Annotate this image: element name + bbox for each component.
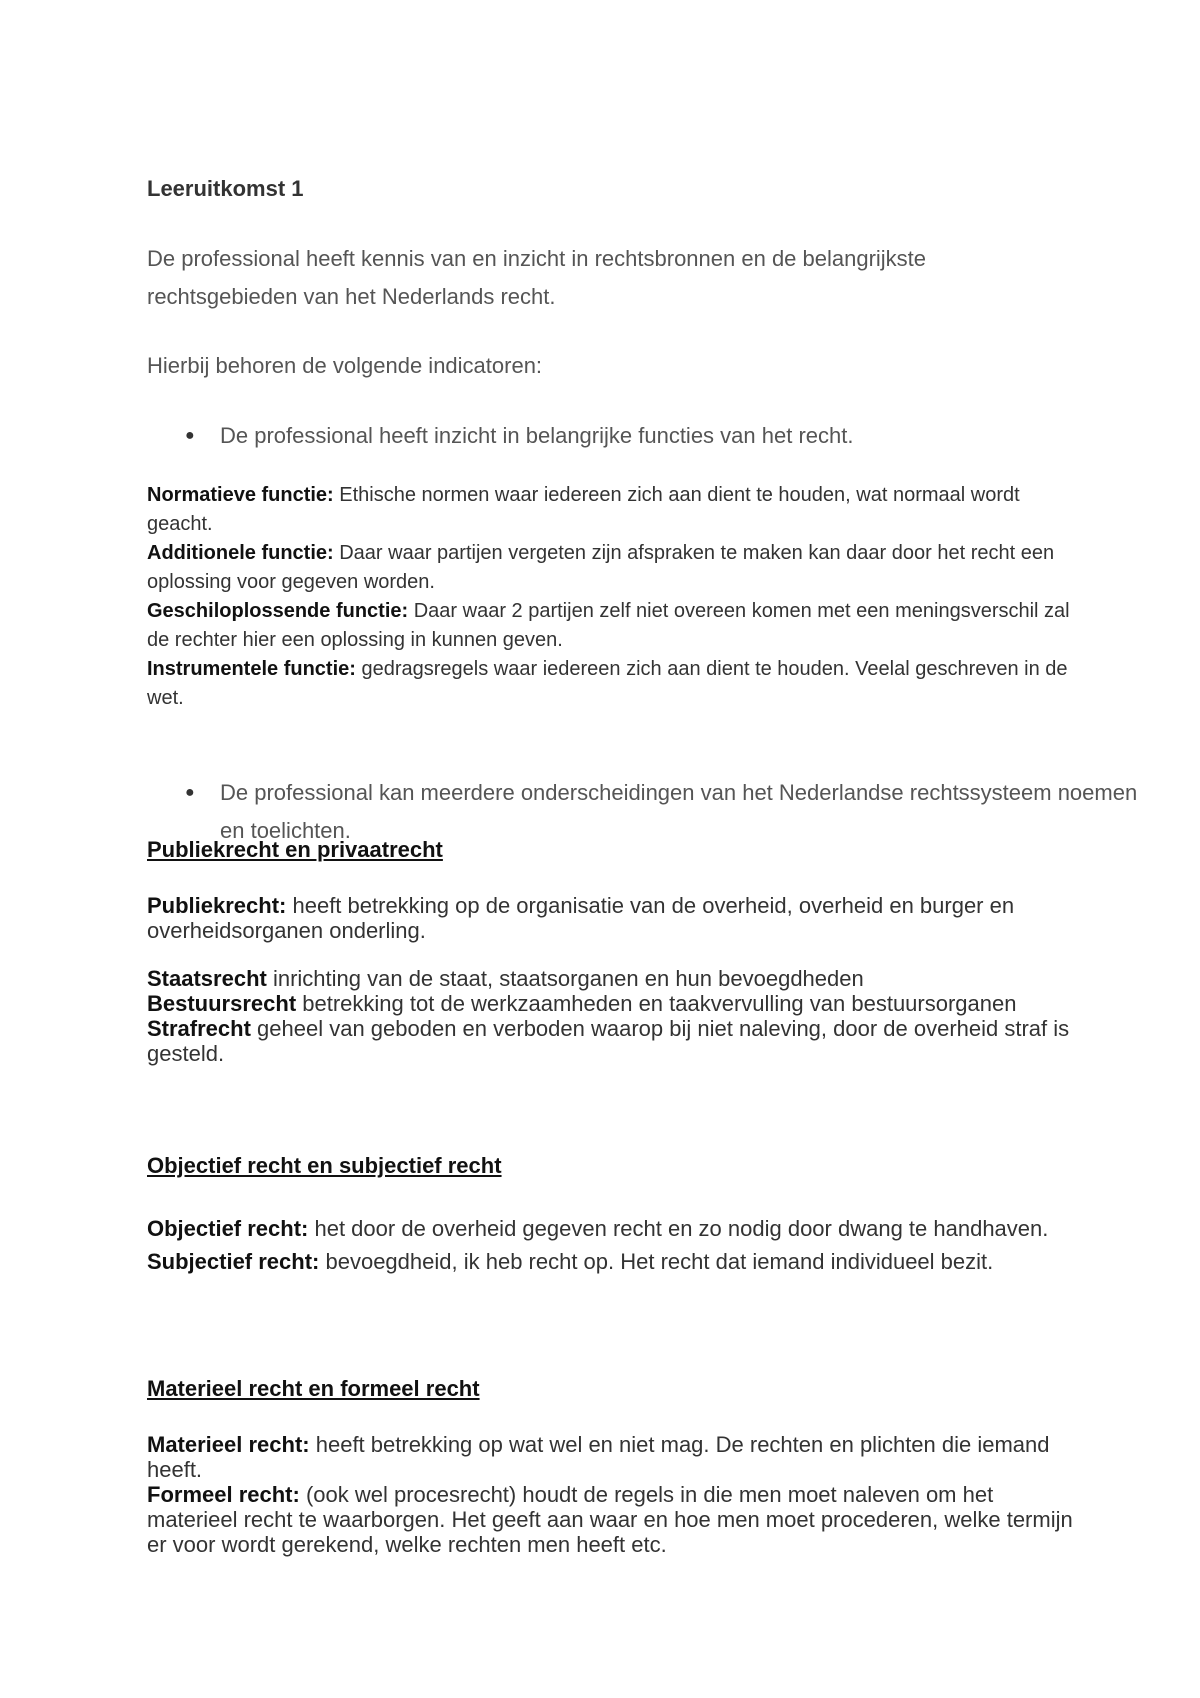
definition-term: Staatsrecht [147,966,267,991]
publiekrecht-list [147,966,1077,1066]
materieel-list [147,1432,1077,1557]
list-item-objectief-recht [147,1212,1077,1245]
definition-term: Subjectief recht: [147,1249,320,1274]
document-page [147,0,1138,1698]
definition-text: (ook wel procesrecht) houdt de regels in die men moet naleven om het materieel recht te waarborgen. Het geeft aan waar en hoe men moet procederen, welke termijn er voor wordt gerekend, welke rechten men heeft etc. [147,1482,1073,1557]
bullet-icon: ● [185,784,195,801]
function-term: Normatieve functie: [147,484,334,506]
definition-text: inrichting van de staat, staatsorganen en hun bevoegdheden [266,966,864,991]
function-term: Additionele functie: [147,542,334,564]
definition-term: Bestuursrecht [147,991,297,1016]
definition-text: heeft betrekking op de organisatie van de overheid, overheid en burger en overheidsorganen onderling. [147,893,1015,943]
definition-term: Publiekrecht: [147,893,287,918]
function-description: gedragsregels waar iedereen zich aan dient te houden. Veelal geschreven in de wet. [147,658,1068,709]
definition-term: Objectief recht: [147,1216,309,1241]
function-instrumentele [147,655,1077,713]
list-item-bestuursrecht [147,991,1077,1016]
page-heading: Leeruitkomst 1 [147,176,304,201]
section-title-objectief: Objectief recht en subjectief recht [147,1153,502,1178]
publiekrecht-definition [147,893,1077,943]
list-item-formeel-recht [147,1482,1077,1557]
section-title-materieel: Materieel recht en formeel recht [147,1376,480,1401]
function-additionele [147,539,1077,597]
bullet-item-functions [147,417,1150,455]
function-term: Instrumentele functie: [147,658,356,680]
function-description: Daar waar 2 partijen zelf niet overeen komen met een meningsverschil zal de rechter hier een oplossing in kunnen geven. [147,600,1070,651]
bullet-icon: ● [185,427,195,444]
function-geschiloplossende [147,597,1077,655]
function-normatieve [147,481,1077,539]
objectief-list [147,1212,1077,1278]
list-item-materieel-recht [147,1432,1077,1482]
list-item-strafrecht [147,1016,1077,1066]
functions-list [147,481,1077,713]
function-description: Daar waar partijen vergeten zijn afspraken te maken kan daar door het recht een oplossing voor gegeven worden. [147,542,1055,593]
definition-text: het door de overheid gegeven recht en zo nodig door dwang te handhaven. [308,1216,1049,1241]
function-description: Ethische normen waar iedereen zich aan dient te houden, wat normaal wordt geacht. [147,484,1020,535]
indicators-label: Hierbij behoren de volgende indicatoren: [147,353,543,378]
section-title-publiekrecht: Publiekrecht en privaatrecht [147,837,443,862]
definition-text: geheel van geboden en verboden waarop bij niet naleving, door de overheid straf is gesteld. [147,1016,1070,1066]
definition-text: bevoegdheid, ik heb recht op. Het recht dat iemand individueel bezit. [319,1249,994,1274]
bullet-text: De professional kan meerdere onderscheidingen van het Nederlandse rechtssysteem noemen en toelichten. [220,780,1138,843]
definition-term: Formeel recht: [147,1482,300,1507]
definition-text: betrekking tot de werkzaamheden en taakvervulling van bestuursorganen [296,991,1017,1016]
list-item-staatsrecht [147,966,1077,991]
bullet-text: De professional heeft inzicht in belangrijke functies van het recht. [220,423,854,448]
intro-paragraph: De professional heeft kennis van en inzicht in rechtsbronnen en de belangrijkste rechtsgebieden van het Nederlands recht. [147,246,927,309]
list-item-subjectief-recht [147,1245,1077,1278]
function-term: Geschiloplossende functie: [147,600,409,622]
definition-text: heeft betrekking op wat wel en niet mag. De rechten en plichten die iemand heeft. [147,1432,1050,1482]
definition-term: Strafrecht [147,1016,251,1041]
definition-term: Materieel recht: [147,1432,310,1457]
